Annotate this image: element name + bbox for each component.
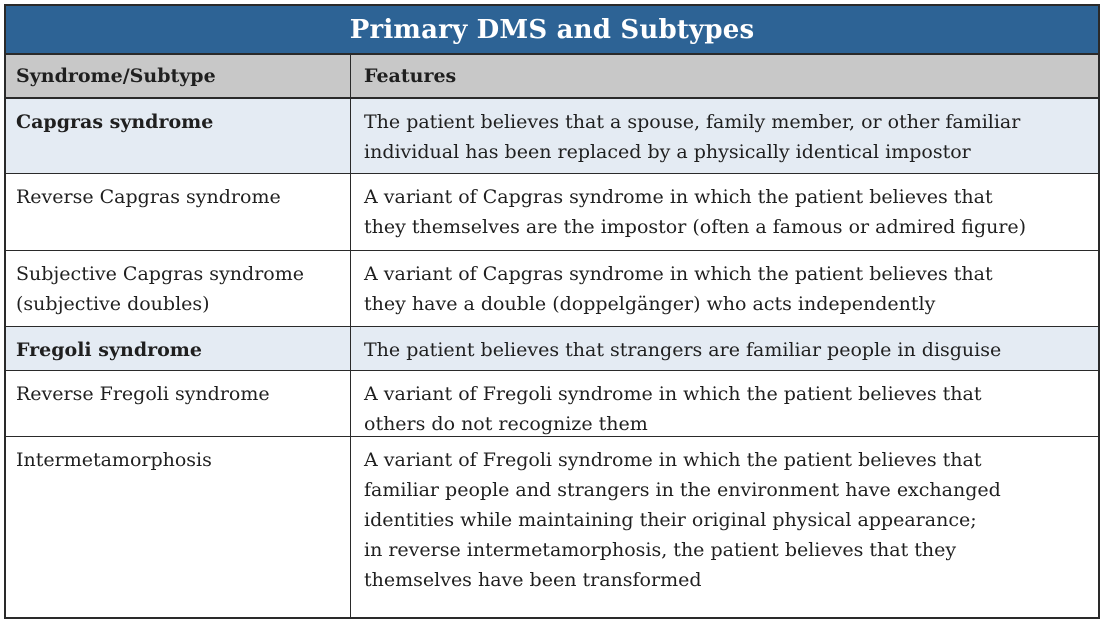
table-row-reverse-fregoli	[6, 371, 1098, 437]
syndrome-name	[6, 251, 351, 326]
table-title: Primary DMS and Subtypes	[6, 6, 1098, 55]
features-cell	[351, 327, 1098, 370]
syndrome-name-line: Subjective Capgras syndrome	[16, 263, 304, 285]
syndrome-name: Fregoli syndrome	[6, 327, 351, 370]
syndrome-name: Intermetamorphosis	[6, 437, 351, 617]
dms-subtypes-table	[4, 4, 1100, 619]
features-line: A variant of Fregoli syndrome in which the patient believes that	[364, 383, 982, 405]
features-line: familiar people and strangers in the environment have exchanged	[364, 479, 1001, 501]
table-row-capgras	[6, 99, 1098, 174]
column-header-syndrome: Syndrome/Subtype	[6, 55, 351, 97]
table-row-intermetamorphosis	[6, 437, 1098, 617]
features-cell	[351, 99, 1098, 173]
syndrome-name: Capgras syndrome	[6, 99, 351, 173]
features-line: identities while maintaining their original physical appearance;	[364, 509, 977, 531]
table-header-row	[6, 55, 1098, 99]
syndrome-name-line: (subjective doubles)	[16, 293, 210, 315]
features-line: they have a double (doppelgänger) who acts independently	[364, 293, 936, 315]
features-line: in reverse intermetamorphosis, the patient believes that they	[364, 539, 957, 561]
features-line: The patient believes that strangers are familiar people in disguise	[364, 339, 1002, 361]
syndrome-name: Reverse Fregoli syndrome	[6, 371, 351, 436]
features-cell	[351, 251, 1098, 326]
column-header-features: Features	[364, 65, 457, 87]
features-cell	[351, 437, 1098, 617]
features-line: The patient believes that a spouse, family member, or other familiar	[364, 111, 1021, 133]
features-line: individual has been replaced by a physically identical impostor	[364, 141, 971, 163]
features-cell	[351, 371, 1098, 436]
table-row-fregoli	[6, 327, 1098, 371]
features-line: A variant of Fregoli syndrome in which the patient believes that	[364, 449, 982, 471]
features-cell	[351, 174, 1098, 250]
features-line: others do not recognize them	[364, 413, 648, 435]
features-line: A variant of Capgras syndrome in which the patient believes that	[364, 263, 993, 285]
features-line: A variant of Capgras syndrome in which the patient believes that	[364, 186, 993, 208]
syndrome-name: Reverse Capgras syndrome	[6, 174, 351, 250]
table-row-subjective-capgras	[6, 251, 1098, 327]
features-line: themselves have been transformed	[364, 569, 702, 591]
features-line: they themselves are the impostor (often a famous or admired figure)	[364, 216, 1027, 238]
table-row-reverse-capgras	[6, 174, 1098, 251]
